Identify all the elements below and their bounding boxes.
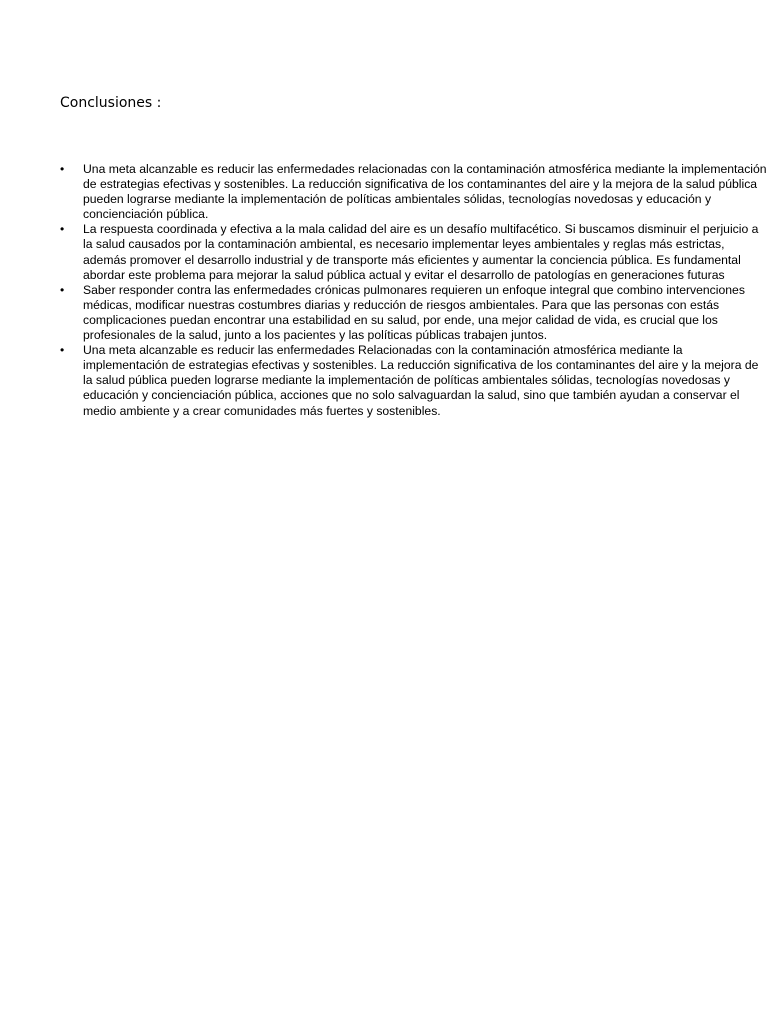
list-item — [60, 283, 768, 343]
list-item-text: Una meta alcanzable es reducir las enfermedades relacionadas con la contaminación atmosférica mediante la implementación de estrategias efectivas y sostenibles. La reducción significativa de los contaminantes del aire y la mejora de la salud pública pueden lograrse mediante la implementación de políticas ambientales sólidas, tecnologías novedosas y educación y concienciación pública. — [83, 162, 767, 222]
list-item-text: Saber responder contra las enfermedades crónicas pulmonares requieren un enfoque integral que combino intervenciones médicas, modificar nuestras costumbres diarias y reducción de riesgos ambientales. Para que las personas con estás complicaciones puedan encontrar una estabilidad en su salud, por ende, una mejor calidad de vida, es crucial que los profesionales de la salud, junto a los pacientes y las políticas públicas trabajen juntos. — [83, 282, 745, 343]
bullet-icon: • — [60, 282, 65, 297]
page-title: Conclusiones : — [60, 95, 162, 111]
list-item-text: Una meta alcanzable es reducir las enfermedades Relacionadas con la contaminación atmosférica mediante la implementación de estrategias efectivas y sostenibles. La reducción significativa de los contaminantes del aire y la mejora de la salud pública pueden lograrse mediante la implementación de políticas ambientales sólidas, tecnologías novedosas y educación y concienciación pública, acciones que no solo salvaguardan la salud, sino que también ayudan a conservar el medio ambiente y a crear comunidades más fuertes y sostenibles. — [83, 343, 759, 418]
bullet-icon: • — [60, 222, 65, 237]
list-item — [60, 222, 768, 282]
list-item — [60, 343, 768, 418]
conclusions-list — [60, 162, 768, 419]
list-item-text: La respuesta coordinada y efectiva a la mala calidad del aire es un desafío multifacético. Si buscamos disminuir el perjuicio a la salud causados por la contaminación ambiental, es necesario implementar leyes ambientales y reglas más estrictas, además promover el desarrollo industrial y de transporte más eficientes y aumentar la conciencia pública. Es fundamental abordar este problema para mejorar la salud pública actual y evitar el desarrollo de patologías en generaciones futuras — [83, 222, 759, 282]
list-item — [60, 162, 768, 222]
bullet-icon: • — [60, 162, 65, 176]
bullet-icon: • — [60, 343, 65, 358]
